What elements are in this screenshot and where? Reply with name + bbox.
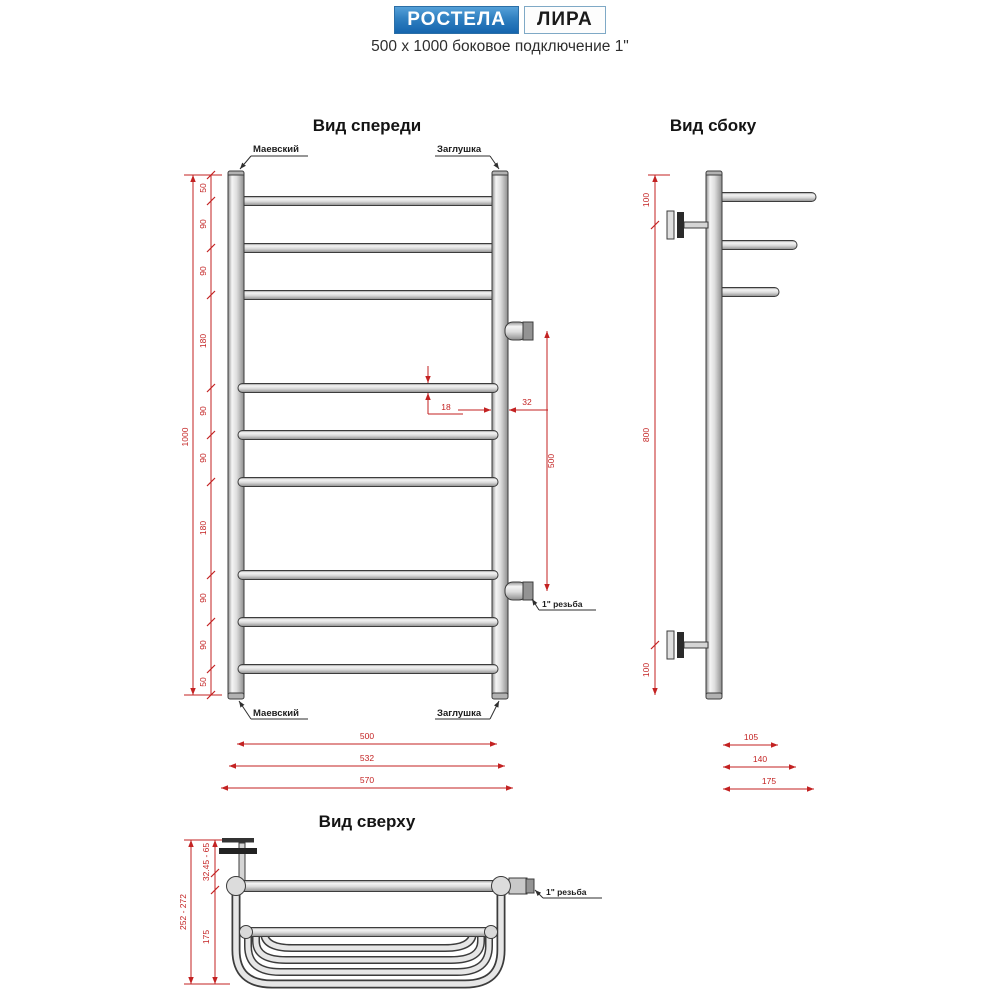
- dim-depth-0: 105: [743, 732, 759, 742]
- dim-chain-7: 90: [198, 593, 208, 603]
- air-valve-label-bottom: Маевский: [253, 708, 299, 719]
- dim-side-chain-2: 100: [641, 662, 651, 678]
- bracket-flange: [677, 632, 684, 658]
- dim-overall-depth: 252 - 272: [178, 894, 188, 930]
- dim-depth-1: 140: [752, 754, 768, 764]
- thread-label-front: 1" резьба: [542, 599, 583, 609]
- front-view: [180, 116, 596, 788]
- shelf-joint: [240, 926, 253, 939]
- dim-width-outer: 570: [359, 775, 375, 785]
- rung: [238, 665, 498, 674]
- dim-side-chain-0: 100: [641, 192, 651, 208]
- rung: [238, 431, 498, 440]
- dim-depth-2: 175: [761, 776, 777, 786]
- side-bar-top: [718, 193, 816, 202]
- dim-rung-diameter: 18: [441, 402, 451, 412]
- top-view: [178, 812, 602, 984]
- rung: [230, 197, 506, 206]
- leader-line: [535, 890, 543, 898]
- bracket-plate: [667, 631, 674, 659]
- header: [0, 6, 1000, 56]
- pipe-cap: [706, 693, 722, 699]
- dim-chain-8: 90: [198, 640, 208, 650]
- dim-chain-0: 50: [198, 183, 208, 193]
- brand-row: [0, 6, 1000, 34]
- side-bar-lower: [718, 288, 779, 297]
- plug-label-bottom: Заглушка: [437, 708, 482, 719]
- rung: [230, 291, 506, 300]
- front-view-title: Вид спереди: [312, 116, 422, 135]
- fitting-cap: [523, 582, 533, 600]
- dim-pipe-diameter: 32: [522, 397, 532, 407]
- bracket-rod: [684, 642, 708, 648]
- shelf-curves: [236, 893, 501, 984]
- dim-width-inner: 500: [359, 731, 375, 741]
- leader-line: [490, 156, 499, 169]
- dim-shelf-depth: 175: [201, 929, 211, 945]
- side-view-title: Вид сбоку: [669, 116, 757, 135]
- rung: [238, 478, 498, 487]
- dim-width-mid: 532: [359, 753, 375, 763]
- dim-chain-6: 180: [198, 520, 208, 536]
- dim-total-height: 1000: [180, 427, 190, 447]
- dim-chain-1: 90: [198, 219, 208, 229]
- pipe-cap: [492, 693, 508, 699]
- fitting-cap: [523, 322, 533, 340]
- pipe-cap: [228, 693, 244, 699]
- dim-chain-3: 180: [198, 333, 208, 349]
- dim-side-chain-1: 800: [641, 427, 651, 443]
- dim-chain-9: 50: [198, 677, 208, 687]
- rung: [238, 384, 498, 393]
- shelf-bar: [244, 928, 493, 937]
- leader-line: [239, 701, 251, 719]
- rung: [238, 618, 498, 627]
- top-view-title: Вид сверху: [318, 812, 416, 831]
- dim-bracket-range: 32.45 - 65: [201, 842, 211, 882]
- rung: [230, 244, 506, 253]
- dim-chain-4: 90: [198, 406, 208, 416]
- dim-chain-5: 90: [198, 453, 208, 463]
- product-subtitle: 500 x 1000 боковое подключение 1": [371, 38, 629, 55]
- air-valve-label-top: Маевский: [253, 144, 299, 155]
- leader-line: [532, 599, 539, 610]
- model-badge: ЛИРА: [524, 6, 606, 34]
- bracket-rod: [684, 222, 708, 228]
- fitting-cap: [526, 879, 534, 893]
- dim-chain-2: 90: [198, 266, 208, 276]
- leader-line: [240, 156, 251, 169]
- side-pipe: [706, 175, 722, 695]
- side-view: [641, 116, 816, 789]
- bracket-flange: [677, 212, 684, 238]
- bracket-flange: [222, 838, 254, 843]
- thread-label-top: 1" резьба: [546, 887, 587, 897]
- bracket-flange: [219, 848, 257, 854]
- pipe-end-circle: [492, 877, 511, 896]
- connection-fitting-topview: [509, 878, 527, 894]
- side-bar-middle: [718, 241, 797, 250]
- pipe-end-circle: [227, 877, 246, 896]
- main-cross-tube: [236, 881, 501, 892]
- bracket-plate: [667, 211, 674, 239]
- rung: [238, 571, 498, 580]
- shelf-joint: [485, 926, 498, 939]
- dim-connection-spacing: 500: [546, 453, 556, 469]
- plug-label-top: Заглушка: [437, 144, 482, 155]
- leader-line: [490, 701, 499, 719]
- brand-badge: РОСТЕЛА: [394, 6, 519, 34]
